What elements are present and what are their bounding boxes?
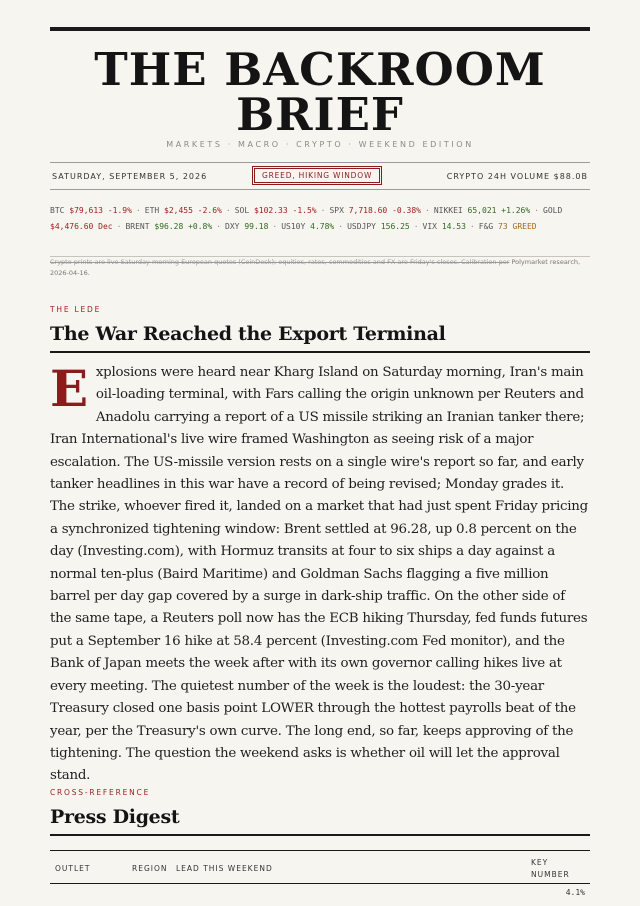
ticker-separator: · <box>534 206 540 215</box>
ticker-item <box>50 206 132 215</box>
col-outlet: OUTLET <box>55 864 91 873</box>
sentiment-badge: GREED, HIKING WINDOW <box>254 168 380 183</box>
ticker-symbol: USDJPY <box>347 222 376 231</box>
ticker-separator: · <box>135 206 141 215</box>
ticker-item <box>281 222 334 231</box>
ticker-item <box>145 206 222 215</box>
ticker-symbol: VIX <box>422 222 437 231</box>
lede-article <box>50 359 590 788</box>
ticker-symbol: BTC <box>50 206 65 215</box>
ticker-change: -0.38% <box>392 206 421 215</box>
ticker-symbol: BRENT <box>125 222 150 231</box>
digest-kicker: CROSS-REFERENCE <box>50 788 151 797</box>
ticker-separator: · <box>216 222 222 231</box>
ticker-symbol: SOL <box>234 206 250 215</box>
digest-table-header <box>50 850 590 884</box>
ticker-symbol: ETH <box>144 206 160 215</box>
ticker-item <box>225 222 268 231</box>
ticker-price: 156.25 <box>380 222 410 231</box>
top-rule <box>50 27 590 31</box>
ticker-symbol: GOLD <box>543 206 563 215</box>
ticker-price: 73 <box>498 222 508 231</box>
dateline <box>50 162 590 190</box>
ticker-price: 4.78% <box>310 222 335 231</box>
ticker-price: $79,613 <box>69 206 103 215</box>
ticker-item <box>479 222 537 231</box>
market-ticker <box>50 203 590 235</box>
col-lead: LEAD THIS WEEKEND <box>176 864 273 873</box>
ticker-separator: · <box>413 222 419 231</box>
ticker-price: 99.18 <box>244 222 269 231</box>
ticker-separator: · <box>272 222 278 231</box>
lede-headline: The War Reached the Export Terminal <box>50 323 590 353</box>
ticker-price: $102.33 <box>253 206 288 215</box>
ticker-separator: · <box>469 222 475 231</box>
ticker-change: -1.9% <box>107 206 132 215</box>
ticker-price: $4,476.60 Dec <box>50 222 113 231</box>
ticker-symbol: NIKKEI <box>433 206 463 215</box>
table-cell-number: 4.1% <box>565 888 585 897</box>
ticker-item <box>347 222 410 231</box>
masthead-subtitle: MARKETS · MACRO · CRYPTO · WEEKEND EDITION <box>166 140 474 149</box>
ticker-change: GREED <box>512 222 537 231</box>
ticker-separator: · <box>116 222 122 231</box>
digest-headline: Press Digest <box>50 806 590 836</box>
ticker-price: 14.53 <box>441 222 466 231</box>
edition-date: SATURDAY, SEPTEMBER 5, 2026 <box>52 172 208 181</box>
masthead-line-1: THE BACKROOM <box>94 43 546 96</box>
ticker-symbol: F&G <box>478 222 494 231</box>
ticker-item <box>423 222 466 231</box>
ticker-separator: · <box>320 206 326 215</box>
ticker-separator: · <box>424 206 430 215</box>
ticker-item <box>125 222 212 231</box>
ticker-symbol: US10Y <box>281 222 306 231</box>
ticker-note <box>50 256 590 279</box>
ticker-item <box>434 206 530 215</box>
ticker-price: $96.28 <box>154 222 184 231</box>
ticker-price: $2,455 <box>164 206 193 215</box>
ticker-change: +0.8% <box>188 222 213 231</box>
ticker-price: 7,718.60 <box>348 206 388 215</box>
ticker-symbol: DXY <box>225 222 240 231</box>
lede-body: xplosions were heard near Kharg Island on Saturday morning, Iran's main oil-loading terminal, with Fars calling the origin unknown per Reuters and Anadolu carrying a report of a US missile striking an Iranian tanker there; Iran International's live wire framed Washington as seeing risk of a major escalation. The US-missile version rests on a single wire's report so far, and early tanker headlines in this war have a record of being revised; Monday grades it. The strike, whoever fired it, landed on a market that had just spent Friday pricing a synchronized tightening window: Brent settled at 96.28, up 0.8 percent on the day (Investing.com), with Hormuz transits at four to six ships a day against a normal ten-plus (Baird Maritime) and Goldman Sachs flagging a five million barrel per day gap covered by a surge in dark-ship traffic. On the other side of the same tape, a Reuters poll now has the ECB hiking Thursday, fed funds futures put a September 16 hike at 58.4 percent (Investing.com Fed monitor), and the Bank of Japan meets the week after with its own governor calling hikes live at every meeting. The quietest number of the week is the loudest: the 30-year Treasury closed one basis point LOWER through the hottest payrolls beat of the year, per the Treasury's own curve. The long end, so far, keeps approving of the tightening. The question the weekend asks is whether oil will let the approval stand. <box>50 365 588 784</box>
drop-cap: E <box>50 359 88 418</box>
lede-kicker: THE LEDE <box>50 305 102 314</box>
ticker-change: -2.6% <box>197 206 222 215</box>
ticker-note-struck: Crypto prints are live Saturday morning European quotes (CoinDesk); equities, rates, commodities and FX are Friday's closes. Calibration per <box>50 258 510 266</box>
page <box>50 0 590 906</box>
masthead-title <box>50 43 590 141</box>
ticker-symbol: SPX <box>329 206 344 215</box>
col-key: KEY <box>531 858 549 867</box>
ticker-note-source: Polymarket research, 2026-04-16. <box>50 258 581 277</box>
masthead-line-2: BRIEF <box>236 88 404 141</box>
ticker-price: 65,021 <box>467 206 497 215</box>
ticker-change: -1.5% <box>292 206 317 215</box>
ticker-separator: · <box>338 222 344 231</box>
ticker-change: +1.26% <box>501 206 531 215</box>
crypto-volume: CRYPTO 24H VOLUME $88.0B <box>446 172 588 181</box>
ticker-separator: · <box>225 206 231 215</box>
col-region: REGION <box>132 864 168 873</box>
ticker-item <box>329 206 421 215</box>
col-number: NUMBER <box>531 870 570 879</box>
ticker-item <box>235 206 317 215</box>
